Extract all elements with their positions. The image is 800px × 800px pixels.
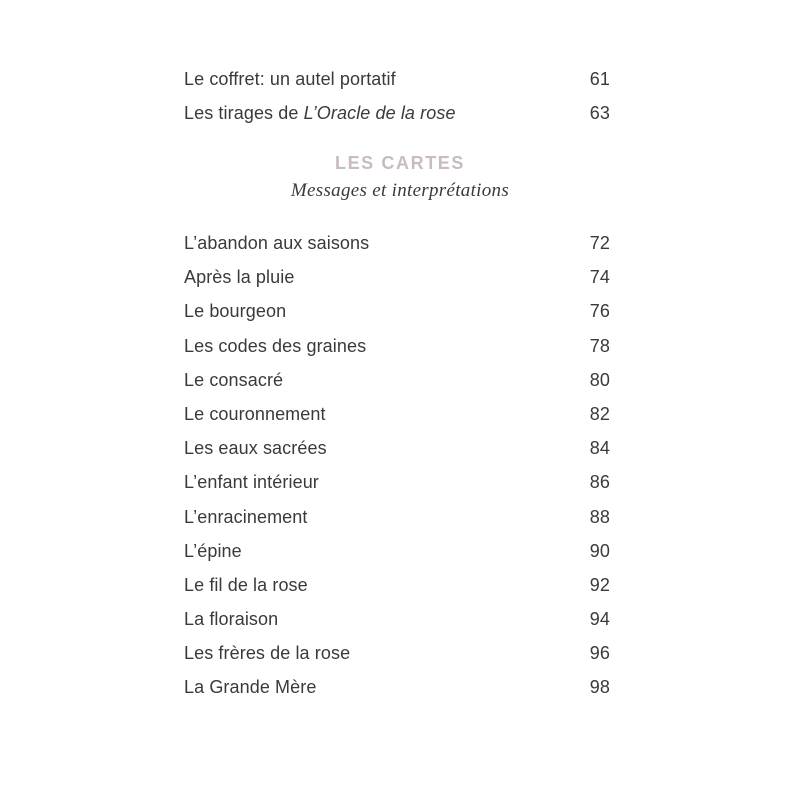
toc-cards-list bbox=[184, 226, 610, 705]
toc-entry-title bbox=[184, 96, 456, 130]
toc-entry-page: 84 bbox=[589, 438, 610, 459]
toc-entry-page: 74 bbox=[589, 267, 610, 288]
toc-entry bbox=[184, 500, 610, 534]
toc-entry bbox=[184, 363, 610, 397]
toc-entry bbox=[184, 568, 610, 602]
toc-entry-page: 76 bbox=[589, 301, 610, 322]
toc-entry-title: Les frères de la rose bbox=[184, 643, 351, 664]
toc-entry bbox=[184, 62, 610, 96]
toc-entry bbox=[184, 294, 610, 328]
toc-entry-title: L’abandon aux saisons bbox=[184, 233, 370, 253]
toc-entry-page: 88 bbox=[589, 506, 610, 527]
toc-entry-title: Les codes des graines bbox=[184, 335, 367, 356]
toc-entry bbox=[184, 329, 610, 363]
toc-entry-title: Les eaux sacrées bbox=[184, 438, 327, 459]
toc-entry-title-prefix: Les tirages de bbox=[184, 103, 304, 124]
toc-entry bbox=[184, 260, 610, 294]
toc-entry-page: 78 bbox=[589, 335, 610, 356]
toc-entry-title: L’enfant intérieur bbox=[184, 472, 319, 493]
toc-entry-page: 92 bbox=[589, 574, 610, 595]
toc-entry-page: 80 bbox=[589, 369, 610, 390]
toc-entry-page: 96 bbox=[589, 643, 610, 664]
toc-entry bbox=[184, 431, 610, 465]
toc-entry-title: La floraison bbox=[184, 609, 279, 630]
toc-entry-title: Le consacré bbox=[184, 369, 284, 390]
section-title: LES CARTES bbox=[334, 153, 465, 173]
toc-entry-title: Le bourgeon bbox=[184, 301, 287, 322]
toc-entry-title: L’enracinement bbox=[184, 506, 308, 527]
toc-entry-page: 61 bbox=[589, 69, 610, 89]
toc-entry-title: Après la pluie bbox=[184, 267, 295, 288]
toc-entry-page: 98 bbox=[589, 677, 610, 698]
toc-entry-title-italic: L’Oracle de la rose bbox=[303, 103, 456, 124]
section-subtitle: Messages et interprétations bbox=[290, 180, 510, 201]
toc-entry-title: Le coffret: un autel portatif bbox=[184, 69, 396, 89]
toc-entry bbox=[184, 670, 610, 704]
toc-entry-page: 82 bbox=[589, 403, 610, 424]
toc-entry-page: 63 bbox=[589, 103, 610, 124]
toc-entry bbox=[184, 397, 610, 431]
toc-entry-page: 72 bbox=[589, 233, 610, 253]
toc-entry-title: L’épine bbox=[184, 540, 242, 561]
toc-entry-title: La Grande Mère bbox=[184, 677, 317, 698]
toc-entry bbox=[184, 226, 610, 260]
toc-entry bbox=[184, 534, 610, 568]
toc-entry-title: Le couronnement bbox=[184, 403, 326, 424]
toc-entry-page: 86 bbox=[589, 472, 610, 493]
toc-entry-title: Le fil de la rose bbox=[184, 574, 308, 595]
toc-top-list bbox=[184, 62, 610, 130]
toc-entry-page: 94 bbox=[589, 609, 610, 630]
toc-entry bbox=[184, 636, 610, 670]
toc-entry-page: 90 bbox=[589, 540, 610, 561]
toc-entry bbox=[184, 465, 610, 499]
toc-entry bbox=[184, 602, 610, 636]
toc-entry bbox=[184, 96, 610, 130]
